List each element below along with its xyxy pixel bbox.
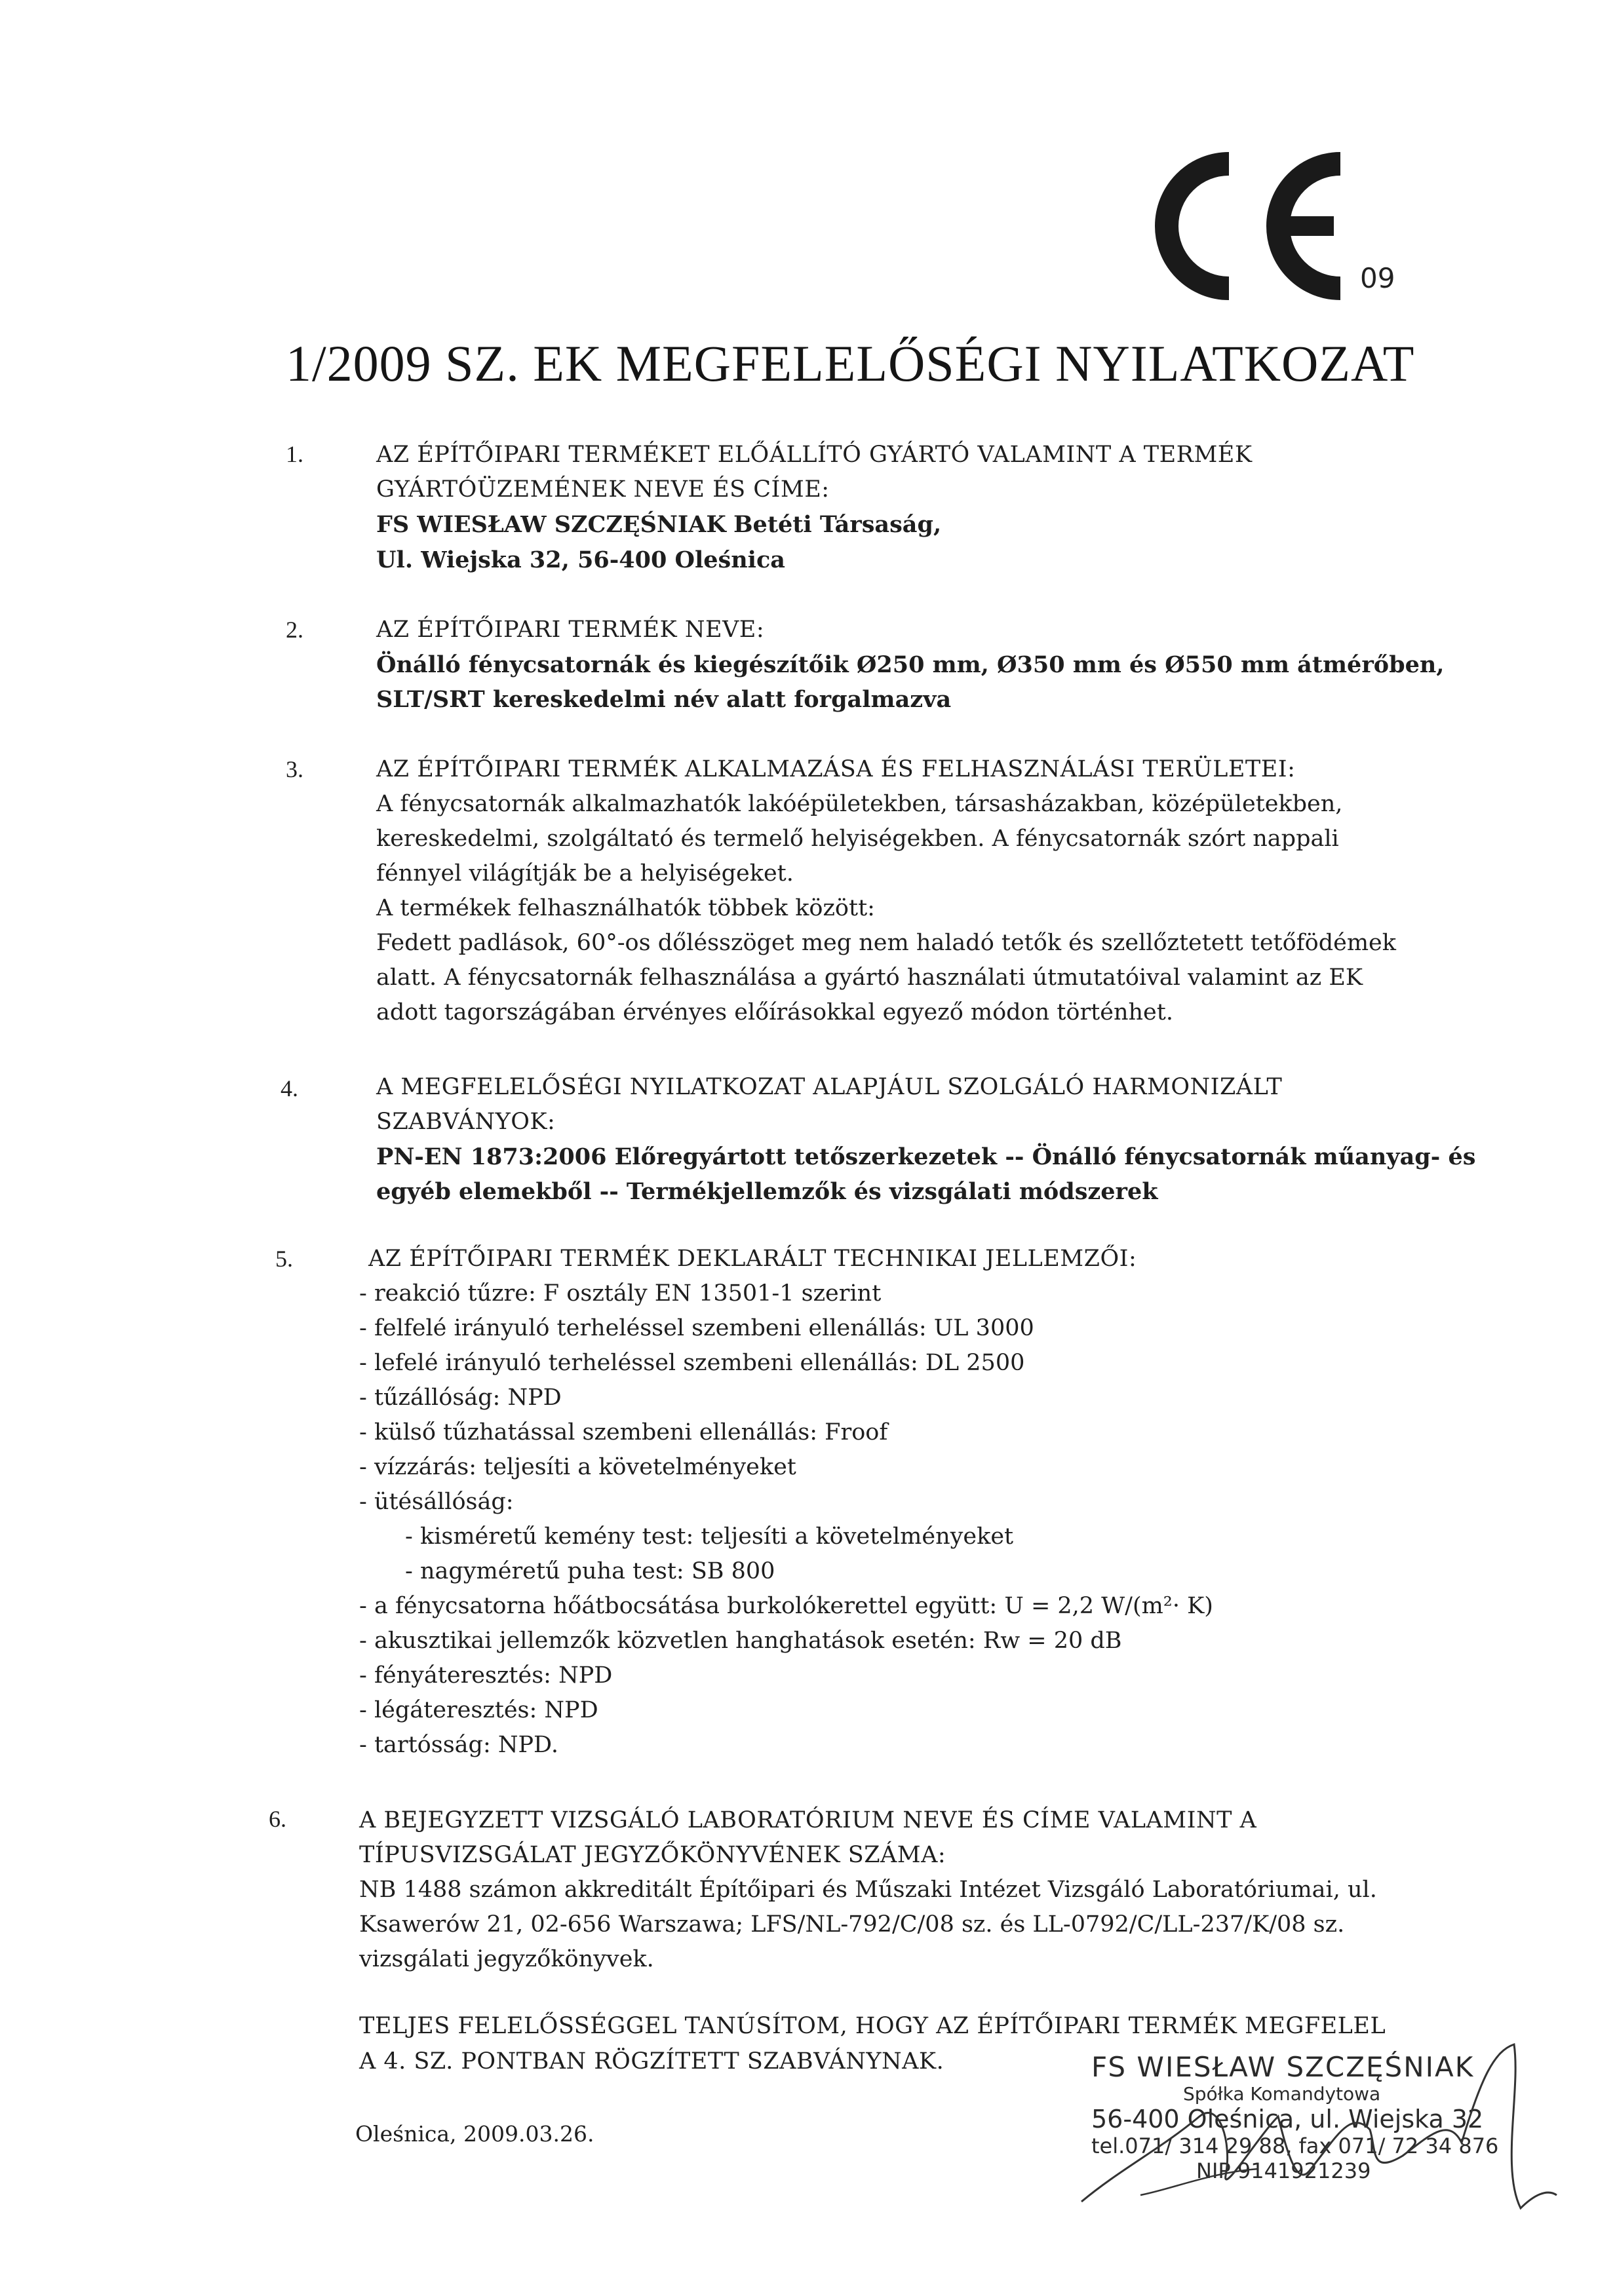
section-4 bbox=[376, 1070, 1476, 1209]
section-heading: A BEJEGYZETT VIZSGÁLÓ LABORATÓRIUM NEVE ÉS CÍME VALAMINT A bbox=[359, 1807, 1257, 1833]
section-heading: AZ ÉPÍTŐIPARI TERMÉKET ELŐÁLLÍTÓ GYÁRTÓ VALAMINT A TERMÉK bbox=[376, 442, 1253, 468]
section-3 bbox=[376, 752, 1399, 1030]
spec-line: - külső tűzhatással szembeni ellenállás: Froof bbox=[359, 1419, 888, 1445]
body-line: alatt. A fénycsatornák felhasználása a gyártó használati útmutatóival valamint az EK bbox=[376, 965, 1363, 991]
spec-line: - a fénycsatorna hőátbocsátása burkolókerettel együtt: U = 2,2 W/(m²· K) bbox=[359, 1593, 1213, 1619]
document-title: 1/2009 SZ. EK MEGFELELŐSÉGI NYILATKOZAT bbox=[286, 335, 1415, 392]
body-line: A fénycsatornák alkalmazhatók lakóépületekben, társasházakban, középületekben, bbox=[376, 791, 1343, 817]
spec-line: - tűzállóság: NPD bbox=[359, 1385, 562, 1411]
section-heading: A MEGFELELŐSÉGI NYILATKOZAT ALAPJÁUL SZOLGÁLÓ HARMONIZÁLT bbox=[376, 1074, 1283, 1100]
spec-line: - ütésállóság: bbox=[359, 1489, 514, 1515]
place-date: Oleśnica, 2009.03.26. bbox=[355, 2121, 594, 2147]
body-line: kereskedelmi, szolgáltató és termelő helyiségekben. A fénycsatornák szórt nappali bbox=[376, 826, 1339, 852]
product-name-line: Önálló fénycsatornák és kiegészítőik Ø250 mm, Ø350 mm és Ø550 mm átmérőben, bbox=[376, 651, 1445, 678]
spec-line: - légáteresztés: NPD bbox=[359, 1697, 598, 1723]
spec-sub-line: - kisméretű kemény test: teljesíti a követelményeket bbox=[405, 1523, 1014, 1550]
ce-notified-body-number: 09 bbox=[1360, 262, 1395, 294]
body-line: fénnyel világítják be a helyiségeket. bbox=[376, 860, 794, 887]
standard-line: egyéb elemekből -- Termékjellemzők és vizsgálati módszerek bbox=[376, 1178, 1158, 1205]
section-heading: AZ ÉPÍTŐIPARI TERMÉK ALKALMAZÁSA ÉS FELHASZNÁLÁSI TERÜLETEI: bbox=[376, 756, 1296, 782]
body-line: A termékek felhasználhatók többek között: bbox=[376, 895, 875, 921]
closing-line: A 4. SZ. PONTBAN RÖGZÍTETT SZABVÁNYNAK. bbox=[359, 2048, 944, 2075]
section-heading: AZ ÉPÍTŐIPARI TERMÉK NEVE: bbox=[376, 617, 765, 643]
stamp-line: FS WIESŁAW SZCZĘŚNIAK bbox=[1091, 2051, 1475, 2083]
company-name: FS WIESŁAW SZCZĘŚNIAK bbox=[376, 511, 726, 538]
section-number: 3. bbox=[286, 756, 303, 782]
body-line: adott tagországában érvényes előírásokkal egyező módon történhet. bbox=[376, 999, 1173, 1025]
section-number: 4. bbox=[281, 1075, 298, 1101]
standard-line: PN-EN 1873:2006 Előregyártott tetőszerkezetek -- Önálló fénycsatornák műanyag- és bbox=[376, 1143, 1476, 1170]
section-5 bbox=[359, 1242, 1382, 1763]
product-name-line: SLT/SRT kereskedelmi név alatt forgalmazva bbox=[376, 686, 952, 713]
section-number: 5. bbox=[275, 1246, 293, 1272]
handwritten-signature bbox=[1062, 2038, 1560, 2215]
spec-sub-line: - nagyméretű puha test: SB 800 bbox=[405, 1558, 775, 1584]
spec-line: - fényáteresztés: NPD bbox=[359, 1662, 613, 1689]
section-heading: TÍPUSVIZSGÁLAT JEGYZŐKÖNYVÉNEK SZÁMA: bbox=[359, 1842, 946, 1868]
section-number: 6. bbox=[269, 1806, 286, 1832]
company-suffix: Betéti Társaság, bbox=[733, 511, 942, 538]
stamp-line: Spółka Komandytowa bbox=[1183, 2083, 1381, 2105]
closing-line: TELJES FELELŐSSÉGGEL TANÚSÍTOM, HOGY AZ ÉPÍTŐIPARI TERMÉK MEGFELEL bbox=[359, 2013, 1386, 2039]
spec-line: - lefelé irányuló terheléssel szembeni ellenállás: DL 2500 bbox=[359, 1350, 1025, 1376]
section-heading: AZ ÉPÍTŐIPARI TERMÉK DEKLARÁLT TECHNIKAI JELLEMZŐI: bbox=[368, 1246, 1137, 1272]
section-2 bbox=[376, 613, 1445, 717]
spec-line: - felfelé irányuló terheléssel szembeni ellenállás: UL 3000 bbox=[359, 1315, 1034, 1341]
section-number: 2. bbox=[286, 617, 303, 643]
stamp-line: tel.071/ 314 29 88, fax 071/ 72 34 876 bbox=[1091, 2133, 1499, 2158]
stamp-line: 56-400 Oleśnica, ul. Wiejska 32 bbox=[1091, 2105, 1484, 2133]
stamp-line: NIP 9141921239 bbox=[1196, 2158, 1371, 2183]
section-1 bbox=[376, 438, 1399, 577]
body-line: NB 1488 számon akkreditált Építőipari és Műszaki Intézet Vizsgáló Laboratóriumai, ul. bbox=[359, 1877, 1377, 1903]
spec-line: - vízzárás: teljesíti a követelményeket bbox=[359, 1454, 796, 1480]
section-6 bbox=[359, 1803, 1382, 1977]
section-heading: SZABVÁNYOK: bbox=[376, 1109, 556, 1135]
ce-mark-logo bbox=[1144, 151, 1360, 301]
spec-line: - akusztikai jellemzők közvetlen hanghatások esetén: Rw = 20 dB bbox=[359, 1628, 1122, 1654]
body-line: Ksawerów 21, 02-656 Warszawa; LFS/NL-792/C/08 sz. és LL-0792/C/LL-237/K/08 sz. bbox=[359, 1911, 1345, 1938]
section-heading: GYÁRTÓÜZEMÉNEK NEVE ÉS CÍME: bbox=[376, 476, 830, 503]
spec-line: - tartósság: NPD. bbox=[359, 1732, 558, 1758]
body-line: vizsgálati jegyzőkönyvek. bbox=[359, 1946, 654, 1972]
company-address: Ul. Wiejska 32, 56-400 Oleśnica bbox=[376, 546, 785, 573]
spec-line: - reakció tűzre: F osztály EN 13501-1 szerint bbox=[359, 1280, 882, 1307]
body-line: Fedett padlások, 60°-os dőlésszöget meg nem haladó tetők és szellőztetett tetőfödémek bbox=[376, 930, 1396, 956]
section-number: 1. bbox=[286, 441, 303, 467]
